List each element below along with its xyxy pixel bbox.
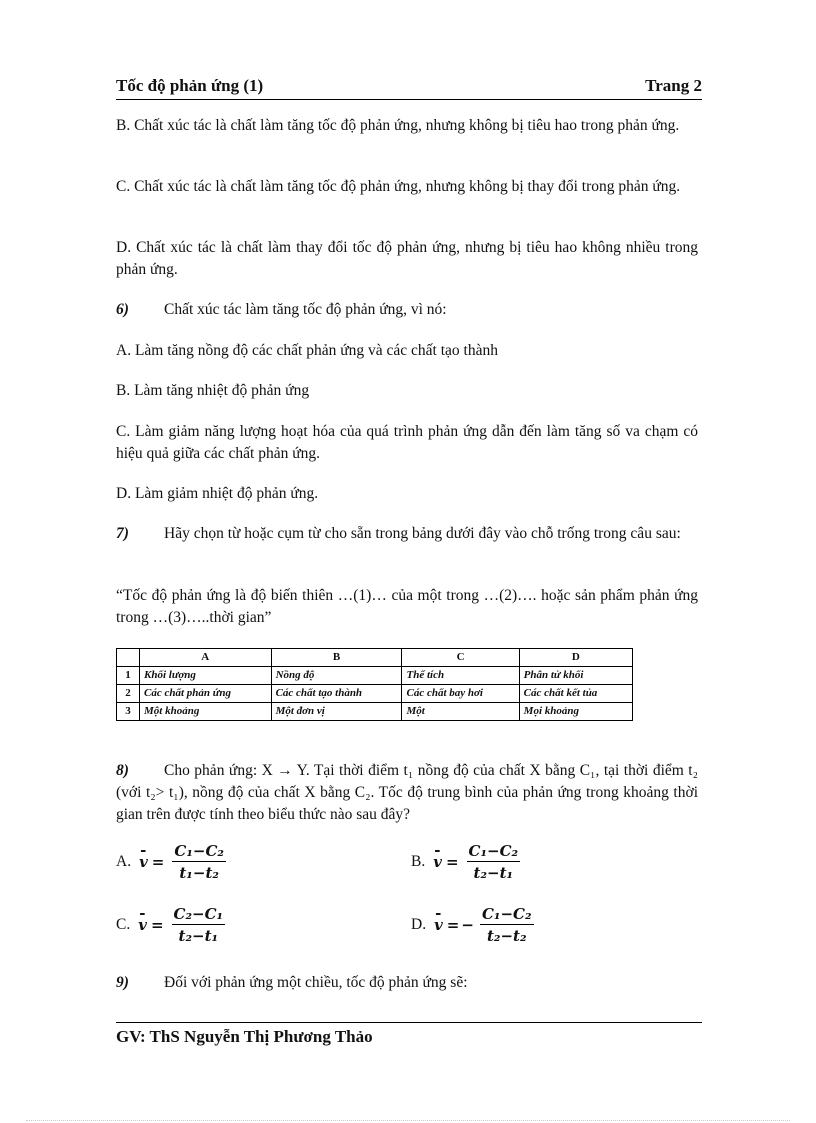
table-cell: Một [402, 703, 519, 721]
table-cell: Mọi khoảng [519, 703, 632, 721]
numerator: C₁−C₂ [174, 842, 224, 860]
q5-option-c: C. Chất xúc tác là chất làm tăng tốc độ phản ứng, nhưng không bị thay đổi trong phản ứng. [116, 178, 681, 195]
q7-stem-line [116, 523, 698, 545]
equals-sign: = [445, 853, 459, 871]
rate-formula [138, 905, 225, 945]
table-header-cell: A [140, 649, 272, 667]
table-cell: Các chất phản ứng [140, 685, 272, 703]
footer-divider [116, 1022, 702, 1023]
table-header-cell: D [519, 649, 632, 667]
option-label: D. [411, 916, 427, 933]
page-bottom-dotted-line [26, 1120, 790, 1121]
sign: − [461, 916, 474, 934]
equals-sign: = [151, 853, 165, 871]
fraction [172, 842, 226, 882]
table-cell: Khối lượng [140, 667, 272, 685]
table-cell: Một khoảng [140, 703, 272, 721]
table-cell: Thể tích [402, 667, 519, 685]
q5-option-d: D. Chất xúc tác là chất làm thay đổi tốc độ phản ứng, nhưng bị tiêu hao không nhiều trong phản ứng. [116, 239, 698, 278]
q6-option-d: D. Làm giảm nhiệt độ phản ứng. [116, 485, 319, 502]
table-header-cell: B [271, 649, 402, 667]
table-cell: Các chất bay hơi [402, 685, 519, 703]
q7-word-table [116, 648, 633, 721]
q6-number: 6) [116, 301, 129, 318]
table-row [117, 703, 633, 721]
v-bar: - v [138, 916, 147, 934]
rate-formula [434, 905, 533, 945]
q8-option-c [116, 905, 225, 945]
denominator: t₁−t₂ [179, 864, 219, 882]
table-cell: Phân tử khối [519, 667, 632, 685]
table-header-cell: C [402, 649, 519, 667]
numerator: C₁−C₂ [468, 842, 519, 860]
q6-stem-line [116, 299, 698, 321]
fraction [467, 842, 521, 882]
table-header-row [117, 649, 633, 667]
row-number: 2 [117, 685, 140, 703]
denominator: t₂−t₂ [486, 927, 527, 945]
q9-number: 9) [116, 974, 129, 991]
v-bar: - v [433, 853, 442, 871]
q6-stem: Chất xúc tác làm tăng tốc độ phản ứng, vì nó: [164, 301, 447, 318]
row-number: 3 [117, 703, 140, 721]
table-cell: Các chất tạo thành [271, 685, 402, 703]
option-label: A. [116, 853, 132, 870]
equals-sign: = [150, 916, 164, 934]
q8-stem-line [116, 760, 698, 826]
q8-option-b [411, 842, 520, 882]
q7-number: 7) [116, 525, 129, 542]
q8-option-a [116, 842, 226, 882]
q6-option-a: A. Làm tăng nồng độ các chất phản ứng và các chất tạo thành [116, 342, 498, 359]
rate-formula [139, 842, 226, 882]
table-cell: Một đơn vị [271, 703, 402, 721]
option-label: B. [411, 853, 426, 870]
option-label: C. [116, 916, 131, 933]
v-bar: - v [434, 916, 443, 934]
page-header [116, 76, 702, 100]
fraction [480, 905, 534, 945]
table-corner [117, 649, 140, 667]
header-title: Tốc độ phản ứng (1) [116, 76, 264, 95]
q7-quote: “Tốc độ phản ứng là độ biến thiên …(1)… của một trong …(2)…. hoặc sản phẩm phản ứng trong …(3)…..thời gian” [116, 587, 698, 626]
rate-formula [433, 842, 520, 882]
q8-option-d [411, 905, 534, 945]
q7-stem: Hãy chọn từ hoặc cụm từ cho sẵn trong bảng dưới đây vào chỗ trống trong câu sau: [164, 525, 681, 542]
q8-number: 8) [116, 762, 129, 779]
table-cell: Các chất kết tủa [519, 685, 632, 703]
row-number: 1 [117, 667, 140, 685]
table-row [117, 685, 633, 703]
table-cell: Nồng độ [271, 667, 402, 685]
v-bar: - v [139, 853, 148, 871]
page-number: Trang 2 [645, 76, 702, 95]
numerator: C₂−C₁ [173, 905, 224, 923]
fraction [172, 905, 226, 945]
q8-stem: Cho phản ứng: X → Y. Tại thời điểm t₁ nồng độ của chất X bằng C₁, tại thời điểm t₂ (với t₂> t₁), nồng độ của chất X bằng C₂. Tốc độ trung bình của phản ứng trong khoảng thời gian trên được tính theo biểu thức nào sau đây? [116, 762, 698, 823]
q6-option-c: C. Làm giảm năng lượng hoạt hóa của quá trình phản ứng dẫn đến làm tăng số va chạm có hiệu quả giữa các chất phản ứng. [116, 423, 698, 462]
q9-stem-line [116, 972, 698, 994]
table-row [117, 667, 633, 685]
equals-sign: = [446, 916, 460, 934]
footer-author: GV: ThS Nguyễn Thị Phương Thảo [116, 1027, 373, 1046]
q6-option-b: B. Làm tăng nhiệt độ phản ứng [116, 382, 310, 399]
denominator: t₂−t₁ [473, 864, 514, 882]
q9-stem: Đối với phản ứng một chiều, tốc độ phản ứng sẽ: [164, 974, 468, 991]
denominator: t₂−t₁ [178, 927, 219, 945]
q5-option-b: B. Chất xúc tác là chất làm tăng tốc độ phản ứng, nhưng không bị tiêu hao trong phản ứng. [116, 117, 680, 134]
numerator: C₁−C₂ [481, 905, 532, 923]
